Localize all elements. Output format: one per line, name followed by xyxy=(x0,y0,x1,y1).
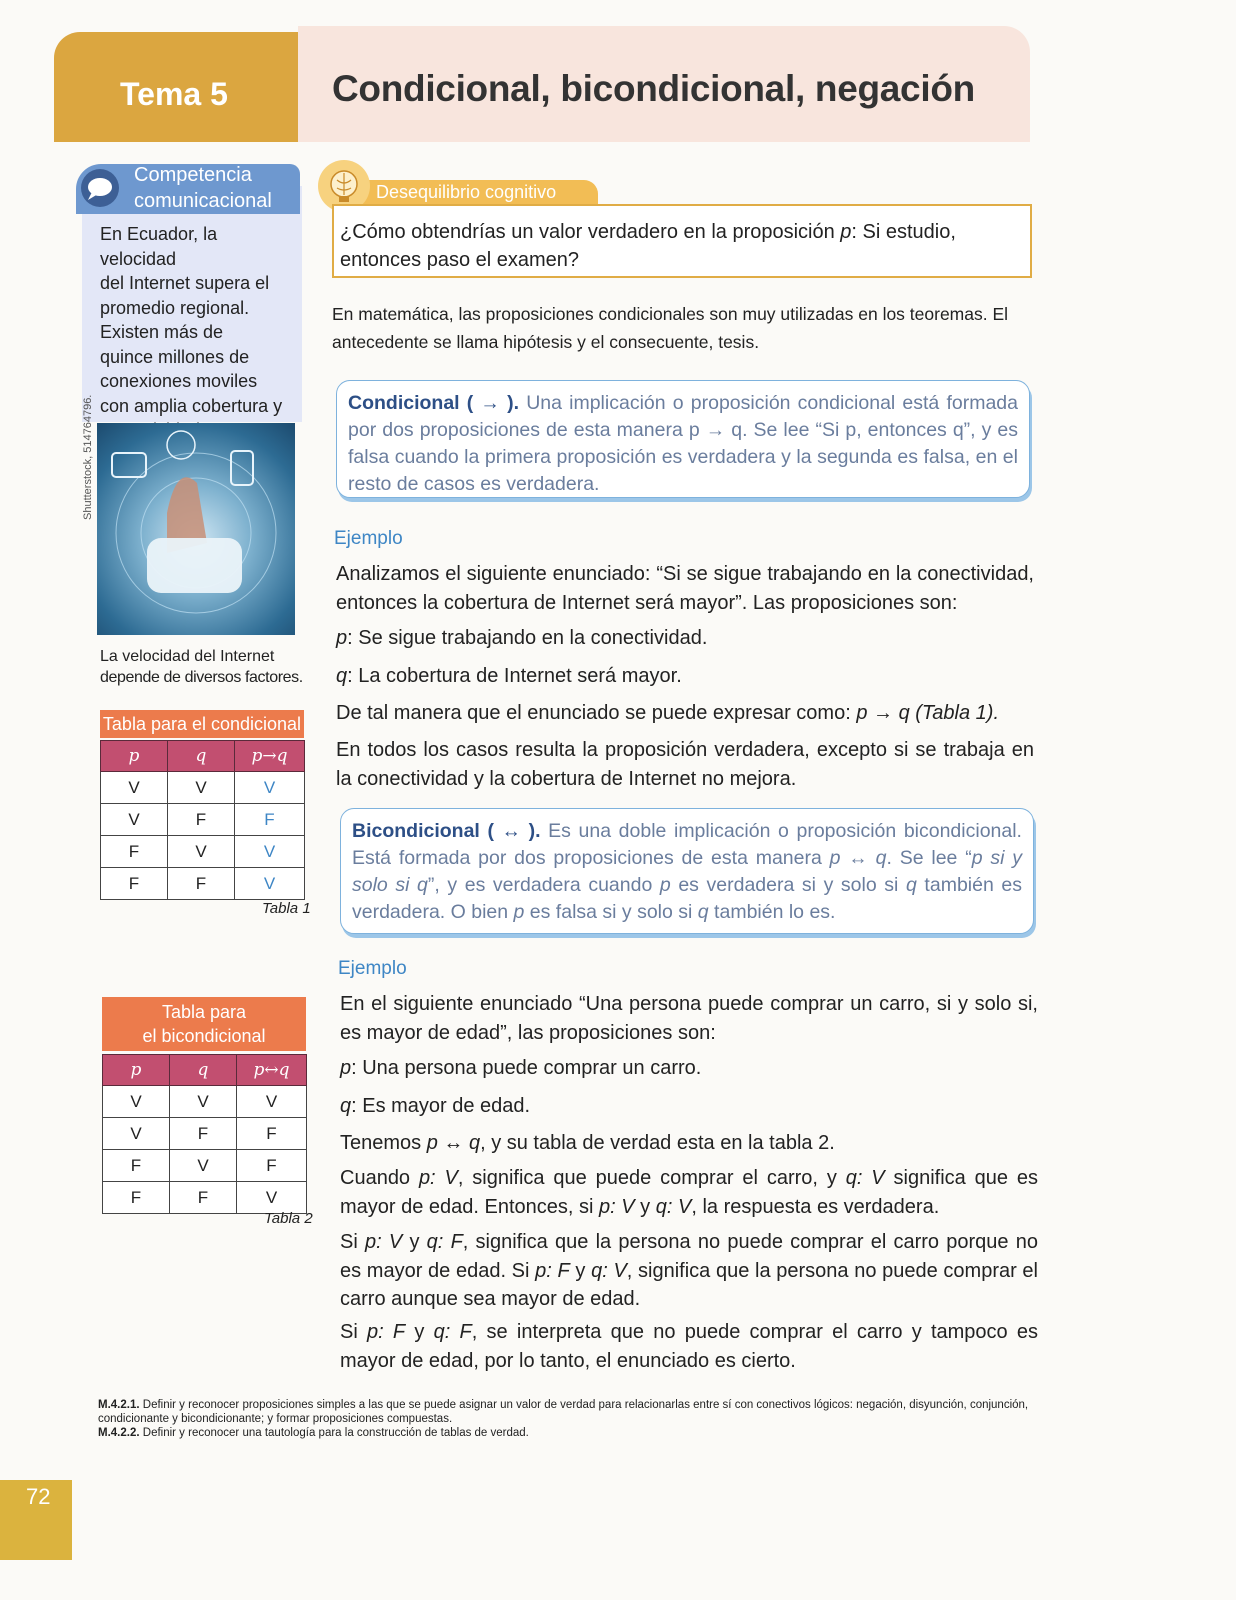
table-cell: V xyxy=(235,772,305,804)
table-cell: F xyxy=(103,1150,170,1182)
photo-credit: Shutterstock, 514764796. xyxy=(82,394,94,520)
table1-caption: Tabla 1 xyxy=(262,900,311,917)
table-row xyxy=(101,836,305,868)
table-cell: F xyxy=(101,868,168,900)
table-cell: V xyxy=(235,836,305,868)
table-row xyxy=(103,1086,307,1118)
table-cell: F xyxy=(170,1182,237,1214)
ejemplo2-p5: Cuando p: V, significa que puede comprar el carro, y q: V significa que es mayor de edad. Entonces, si p: V y q: V, la respuesta es verdadera. xyxy=(340,1167,1039,1218)
internet-photo xyxy=(97,423,295,635)
table-cell: V xyxy=(235,868,305,900)
curriculum-footer: M.4.2.1. Definir y reconocer proposiciones simples a las que se puede asignar un valor de verdad para relacionarlas entre sí con conectivos lógicos: negación, disyunción, conjunción, condicionante y bicondicionante; y formar proposiciones compuestas. M.4.2.2. Definir y reconocer una tautología para la construcción de tablas de verdad. xyxy=(98,1399,1029,1439)
table-row xyxy=(103,1118,307,1150)
table-cell: F xyxy=(237,1150,307,1182)
competencia-text: En Ecuador, la velocidad del Internet supera el promedio regional. Existen más de quince millones de conexiones moviles con amplia cobertura y xyxy=(100,224,283,416)
ejemplo2-label: Ejemplo xyxy=(338,958,407,979)
competencia-title: Competencia comunicacional xyxy=(134,164,272,212)
table-header: p→q xyxy=(235,741,305,772)
ejemplo1-p4: De tal manera que el enunciado se puede expresar como: p → q (Tabla 1). xyxy=(336,702,999,724)
page-number: 72 xyxy=(26,1484,51,1509)
table-cell: F xyxy=(168,868,235,900)
desequilibrio-question: ¿Cómo obtendrías un valor verdadero en la proposición p: Si estudio, entonces paso el examen? xyxy=(340,221,956,271)
desequilibrio-label: Desequilibrio cognitivo xyxy=(376,182,557,202)
table-row xyxy=(103,1150,307,1182)
bicondicional-definition: Bicondicional ( ↔ ). Es una doble implicación o proposición bicondicional. Está formada por dos proposiciones de esta manera p ↔ q. Se lee “p si y solo si q”, y es verdadera cuando p es verdadera si y solo si q también es verdadera. O bien p es falsa si y solo si q también lo es. xyxy=(352,820,1022,923)
photo-caption: La velocidad del Internet depende de diversos factores. xyxy=(100,648,303,686)
table-cell: V xyxy=(103,1086,170,1118)
table-cell: F xyxy=(168,804,235,836)
table1-title: Tabla para el condicional xyxy=(100,710,304,738)
table-row xyxy=(101,868,305,900)
page-title: Condicional, bicondicional, negación xyxy=(332,68,975,109)
table-cell: F xyxy=(237,1118,307,1150)
table-header: p↔q xyxy=(237,1055,307,1086)
ejemplo1-p5: En todos los casos resulta la proposición verdadera, excepto si se trabaja en la conectividad y la cobertura de Internet no mejora. xyxy=(336,739,1034,790)
ejemplo2-p1: En el siguiente enunciado “Una persona puede comprar un carro, si y solo si, es mayor de edad”, las proposiciones son: xyxy=(340,993,1038,1044)
table-cell: F xyxy=(235,804,305,836)
tema-label: Tema 5 xyxy=(120,76,228,112)
ejemplo2-p3: q: Es mayor de edad. xyxy=(340,1095,531,1117)
ejemplo1-p1: Analizamos el siguiente enunciado: “Si se sigue trabajando en la conectividad, entonces la cobertura de Internet será mayor”. Las proposiciones son: xyxy=(336,563,1034,614)
ejemplo1-p2: p: Se sigue trabajando en la conectividad. xyxy=(336,627,708,649)
ejemplo1-label: Ejemplo xyxy=(334,528,403,549)
table-cell: V xyxy=(101,804,168,836)
table-row xyxy=(101,804,305,836)
ejemplo2-p7: Si p: F y q: F, se interpreta que no puede comprar el carro y tampoco es mayor de edad, por lo tanto, el enunciado es cierto. xyxy=(340,1321,1039,1372)
ejemplo2-p6: Si p: V y q: F, significa que la persona no puede comprar el carro porque no es mayor de edad. Si p: F y q: V, significa que la persona no puede comprar el carro aunque sea mayor de edad. xyxy=(340,1231,1039,1310)
table-header: q xyxy=(170,1055,237,1086)
intro-paragraph: En matemática, las proposiciones condicionales son muy utilizadas en los teoremas. El antecedente se llama hipótesis y el consecuente, tesis. xyxy=(332,304,1009,352)
table-cell: F xyxy=(103,1182,170,1214)
table-header: q xyxy=(168,741,235,772)
network-illustration-icon xyxy=(97,423,295,635)
ejemplo2-p2: p: Una persona puede comprar un carro. xyxy=(340,1057,702,1079)
table-cell: V xyxy=(101,772,168,804)
truth-table-condicional xyxy=(100,740,305,900)
table-cell: V xyxy=(170,1150,237,1182)
ejemplo2-p4: Tenemos p ↔ q, y su tabla de verdad esta en la tabla 2. xyxy=(340,1132,835,1154)
ejemplo1-p3: q: La cobertura de Internet será mayor. xyxy=(336,665,682,687)
table2-caption: Tabla 2 xyxy=(264,1210,313,1227)
speech-bubble-icon xyxy=(80,168,128,210)
table-cell: V xyxy=(168,836,235,868)
table-cell: F xyxy=(170,1118,237,1150)
table-cell: V xyxy=(168,772,235,804)
table-cell: V xyxy=(170,1086,237,1118)
table-row xyxy=(101,772,305,804)
table2-title: Tabla para el bicondicional xyxy=(102,997,306,1051)
table-cell: V xyxy=(103,1118,170,1150)
condicional-definition: Condicional ( → ). Una implicación o proposición condicional está formada por dos proposiciones de esta manera p → q. Se lee “Si p, entonces q”, y es falsa cuando la primera proposición es verdadera y la segunda es falsa, en el resto de casos es verdadera. xyxy=(348,392,1018,495)
table-cell: F xyxy=(101,836,168,868)
table-cell: V xyxy=(237,1182,307,1214)
table-header: p xyxy=(101,741,168,772)
truth-table-bicondicional xyxy=(102,1054,307,1214)
table-row xyxy=(103,1182,307,1214)
table-header: p xyxy=(103,1055,170,1086)
table-cell: V xyxy=(237,1086,307,1118)
